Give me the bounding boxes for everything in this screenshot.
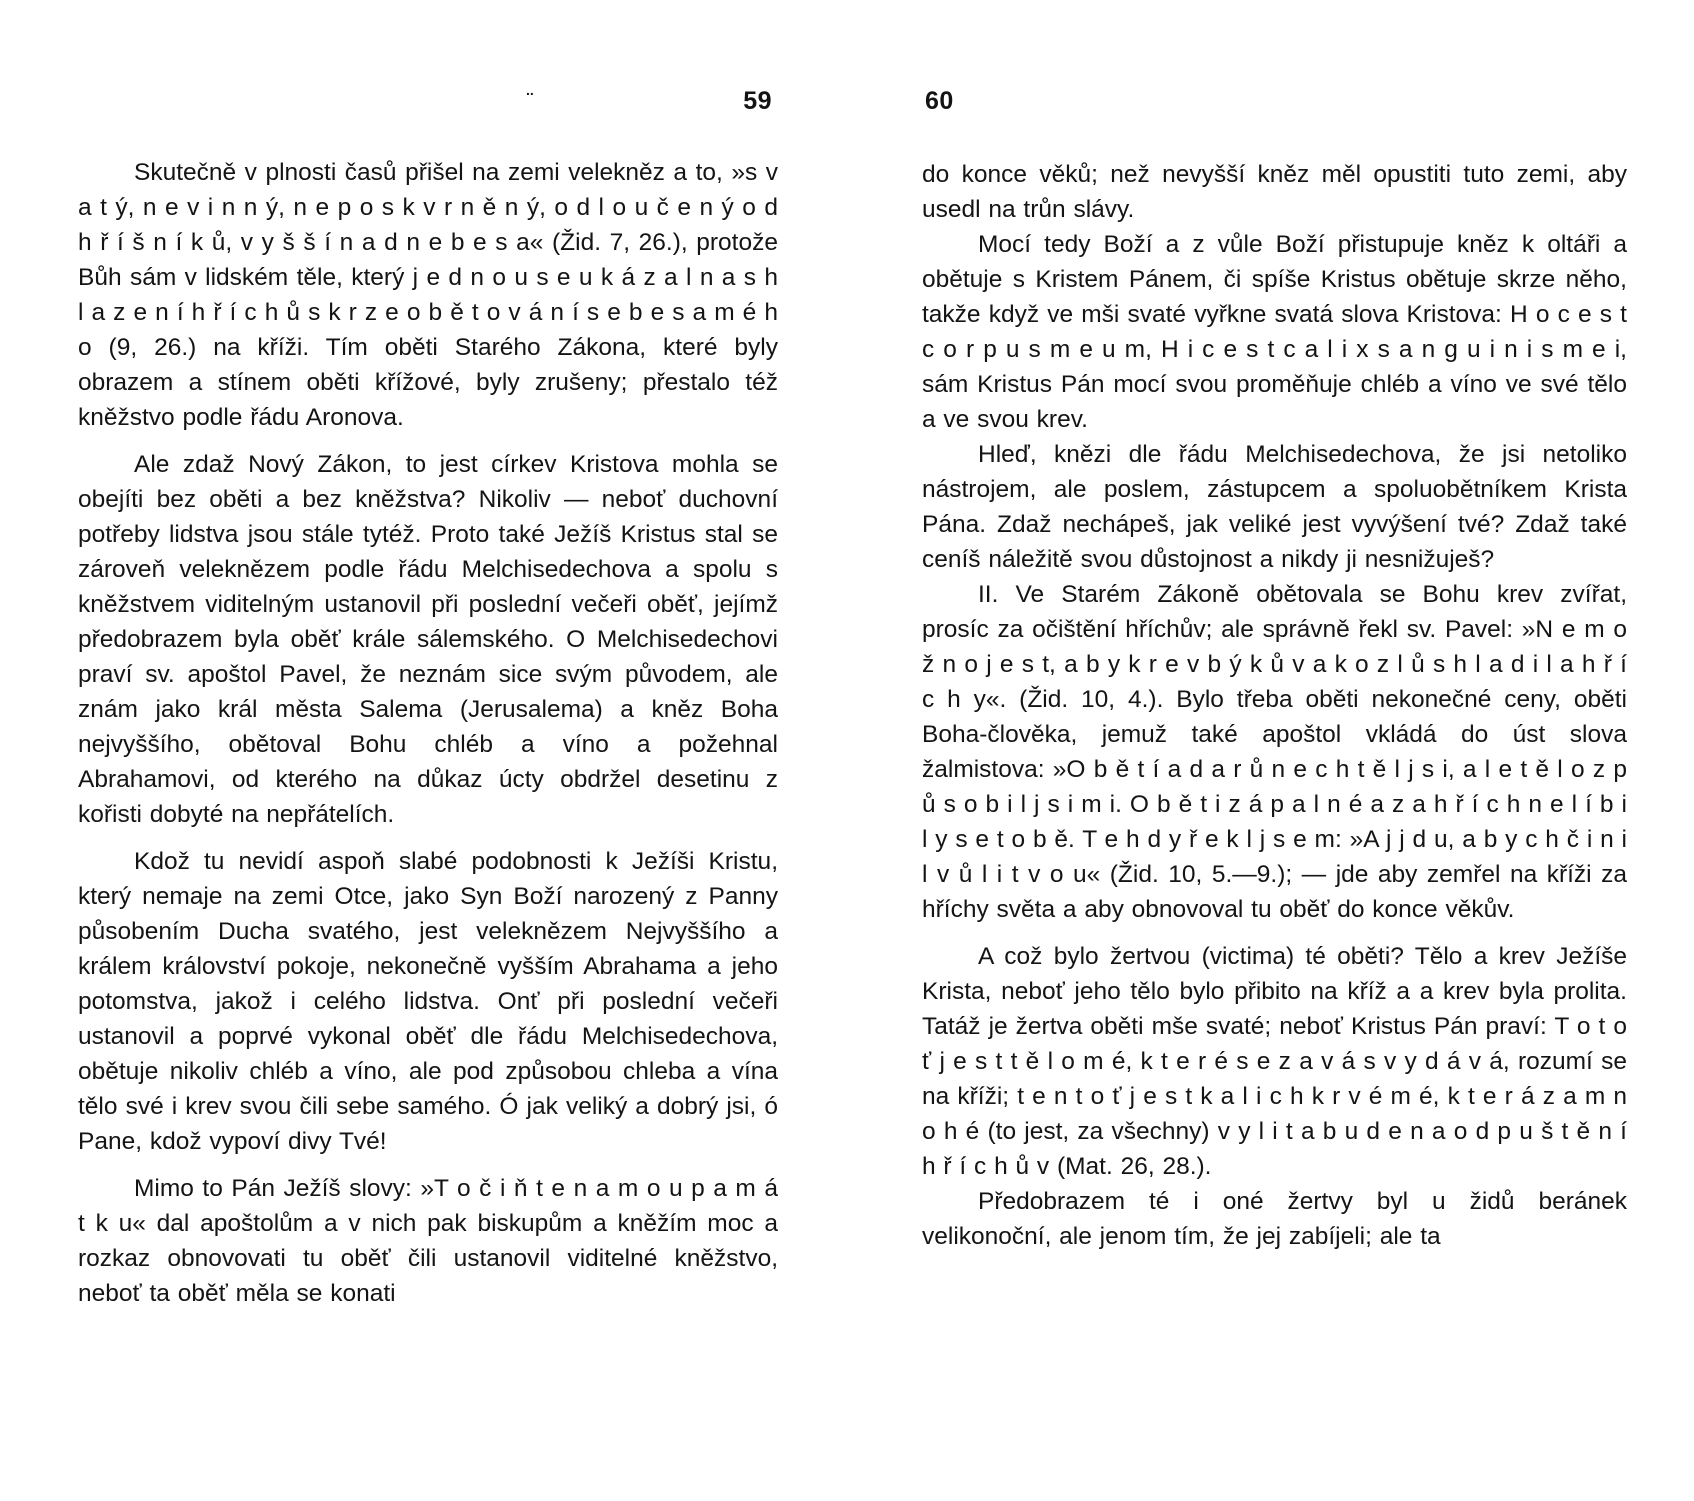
page-number-right: 60 [925, 87, 954, 115]
print-mark: .. [526, 82, 534, 98]
paragraph: Mimo to Pán Ježíš slovy: »T o č i ň t e n a m o u p a m á t k u« dal apoštolům a v nich pak biskupům a kněžím moc a rozkaz obnovovati tu oběť čili ustanovil viditelné kněžstvo, neboť ta oběť měla se konati [78, 1175, 778, 1307]
paragraph: Skutečně v plnosti časů přišel na zemi velekněz a to, »s v a t ý, n e v i n n ý, n e p o s k v r n ě n ý, o d l o u č e n ý o d h ř í š n í k ů, v y š š í n a d n e b e s a« (Žid. 7, 26.), protože Bůh sám v lidském těle, který j e d n o u s e u k á z a l n a s h l a z e n í h ř í c h ů s k r z e o b ě t o v á n í s e b e s a m é h o (9, 26.) na kříži. Tím oběti Starého Zákona, které byly obrazem a stínem oběti křížové, byly zrušeny; přestalo též kněžstvo podle řádu Aronova. [78, 159, 778, 431]
paragraph: Kdož tu nevidí aspoň slabé podobnosti k Ježíši Kristu, který nemaje na zemi Otce, jako Syn Boží narozený z Panny působením Ducha svatého, jest veleknězem Nejvyššího a králem království pokoje, nekonečně vyšším Abrahama a jeho potomstva, jakož i celého lidstva. Onť při poslední večeři ustanovil a poprvé vykonal oběť dle řádu Melchisedechova, obětuje nikoliv chléb a víno, ale pod způsobou chleba a vína tělo své i krev svou čili sebe samého. Ó jak veliký a dobrý jsi, ó Pane, kdož vypoví divy Tvé! [78, 848, 778, 1155]
paragraph-continued: do konce věků; než nevyšší kněz měl opustiti tuto zemi, aby usedl na trůn slávy. [922, 161, 1627, 223]
right-page [922, 0, 1627, 1501]
paragraph: II. Ve Starém Zákoně obětovala se Bohu krev zvířat, prosíc za očištění hříchův; ale správně řekl sv. Pavel: »N e m o ž n o j e s t, a b y k r e v b ý k ů v a k o z l ů s h l a d i l a h ř í c h y«. (Žid. 10, 4.). Bylo třeba oběti nekonečné ceny, oběti Boha-člověka, jemuž také apoštol vkládá do úst slova žalmistova: »O b ě t í a d a r ů n e c h t ě l j s i, a l e t ě l o z p ů s o b i l j s i m i. O b ě t i z á p a l n é a z a h ř í c h n e l í b i l y s e t o b ě. T e h d y ř e k l j s e m: »A j j d u, a b y c h č i n i l v ů l i t v o u« (Žid. 10, 5.—9.); — jde aby zemřel na kříži za hříchy světa a aby obnovoval tu oběť do konce věkův. [922, 581, 1627, 923]
left-page [78, 0, 778, 1501]
paragraph: Ale zdaž Nový Zákon, to jest církev Kristova mohla se obejíti bez oběti a bez kněžstva? Nikoliv — neboť duchovní potřeby lidstva jsou stále tytéž. Proto také Ježíš Kristus stal se zároveň veleknězem podle řádu Melchisedechova a spolu s kněžstvem viditelným ustanovil při poslední večeři oběť, jejímž předobrazem byla oběť krále sálemského. O Melchisedechovi praví sv. apoštol Pavel, že neznám sice svým původem, ale znám jako král města Salema (Jerusalema) a kněz Boha nejvyššího, obětoval Bohu chléb a víno a požehnal Abrahamovi, od kterého na důkaz úcty obdržel desetinu z kořisti dobyté na nepřátelích. [78, 451, 778, 828]
paragraph: A což bylo žertvou (victima) té oběti? Tělo a krev Ježíše Krista, neboť jeho tělo bylo přibito na kříž a a krev byla prolita. Tatáž je žertva oběti mše svaté; neboť Kristus Pán praví: T o t o ť j e s t t ě l o m é, k t e r é s e z a v á s v y d á v á, rozumí se na kříži; t e n t o ť j e s t k a l i c h k r v é m é, k t e r á z a m n o h é (to jest, za všechny) v y l i t a b u d e n a o d p u š t ě n í h ř í c h ů v (Mat. 26, 28.). [922, 943, 1627, 1180]
right-page-text [922, 157, 1627, 1254]
page-number-left: 59 [743, 87, 772, 115]
paragraph: Předobrazem té i oné žertvy byl u židů beránek velikonoční, ale jenom tím, že jej zabíjeli; ale ta [922, 1188, 1627, 1250]
left-page-text [78, 155, 778, 1311]
paragraph: Mocí tedy Boží a z vůle Boží přistupuje kněz k oltáři a obětuje s Kristem Pánem, či spíše Kristus obětuje skrze něho, takže když ve mši svaté vyřkne svatá slova Kristova: H o c e s t c o r p u s m e u m, H i c e s t c a l i x s a n g u i n i s m e i, sám Kristus Pán mocí svou proměňuje chléb a víno ve své tělo a ve svou krev. [922, 231, 1627, 433]
paragraph: Hleď, knězi dle řádu Melchisedechova, že jsi netoliko nástrojem, ale poslem, zástupcem a spoluobětníkem Krista Pána. Zdaž nechápeš, jak veliké jest vyvýšení tvé? Zdaž také ceníš náležitě svou důstojnost a nikdy ji nesnižuješ? [922, 441, 1627, 573]
